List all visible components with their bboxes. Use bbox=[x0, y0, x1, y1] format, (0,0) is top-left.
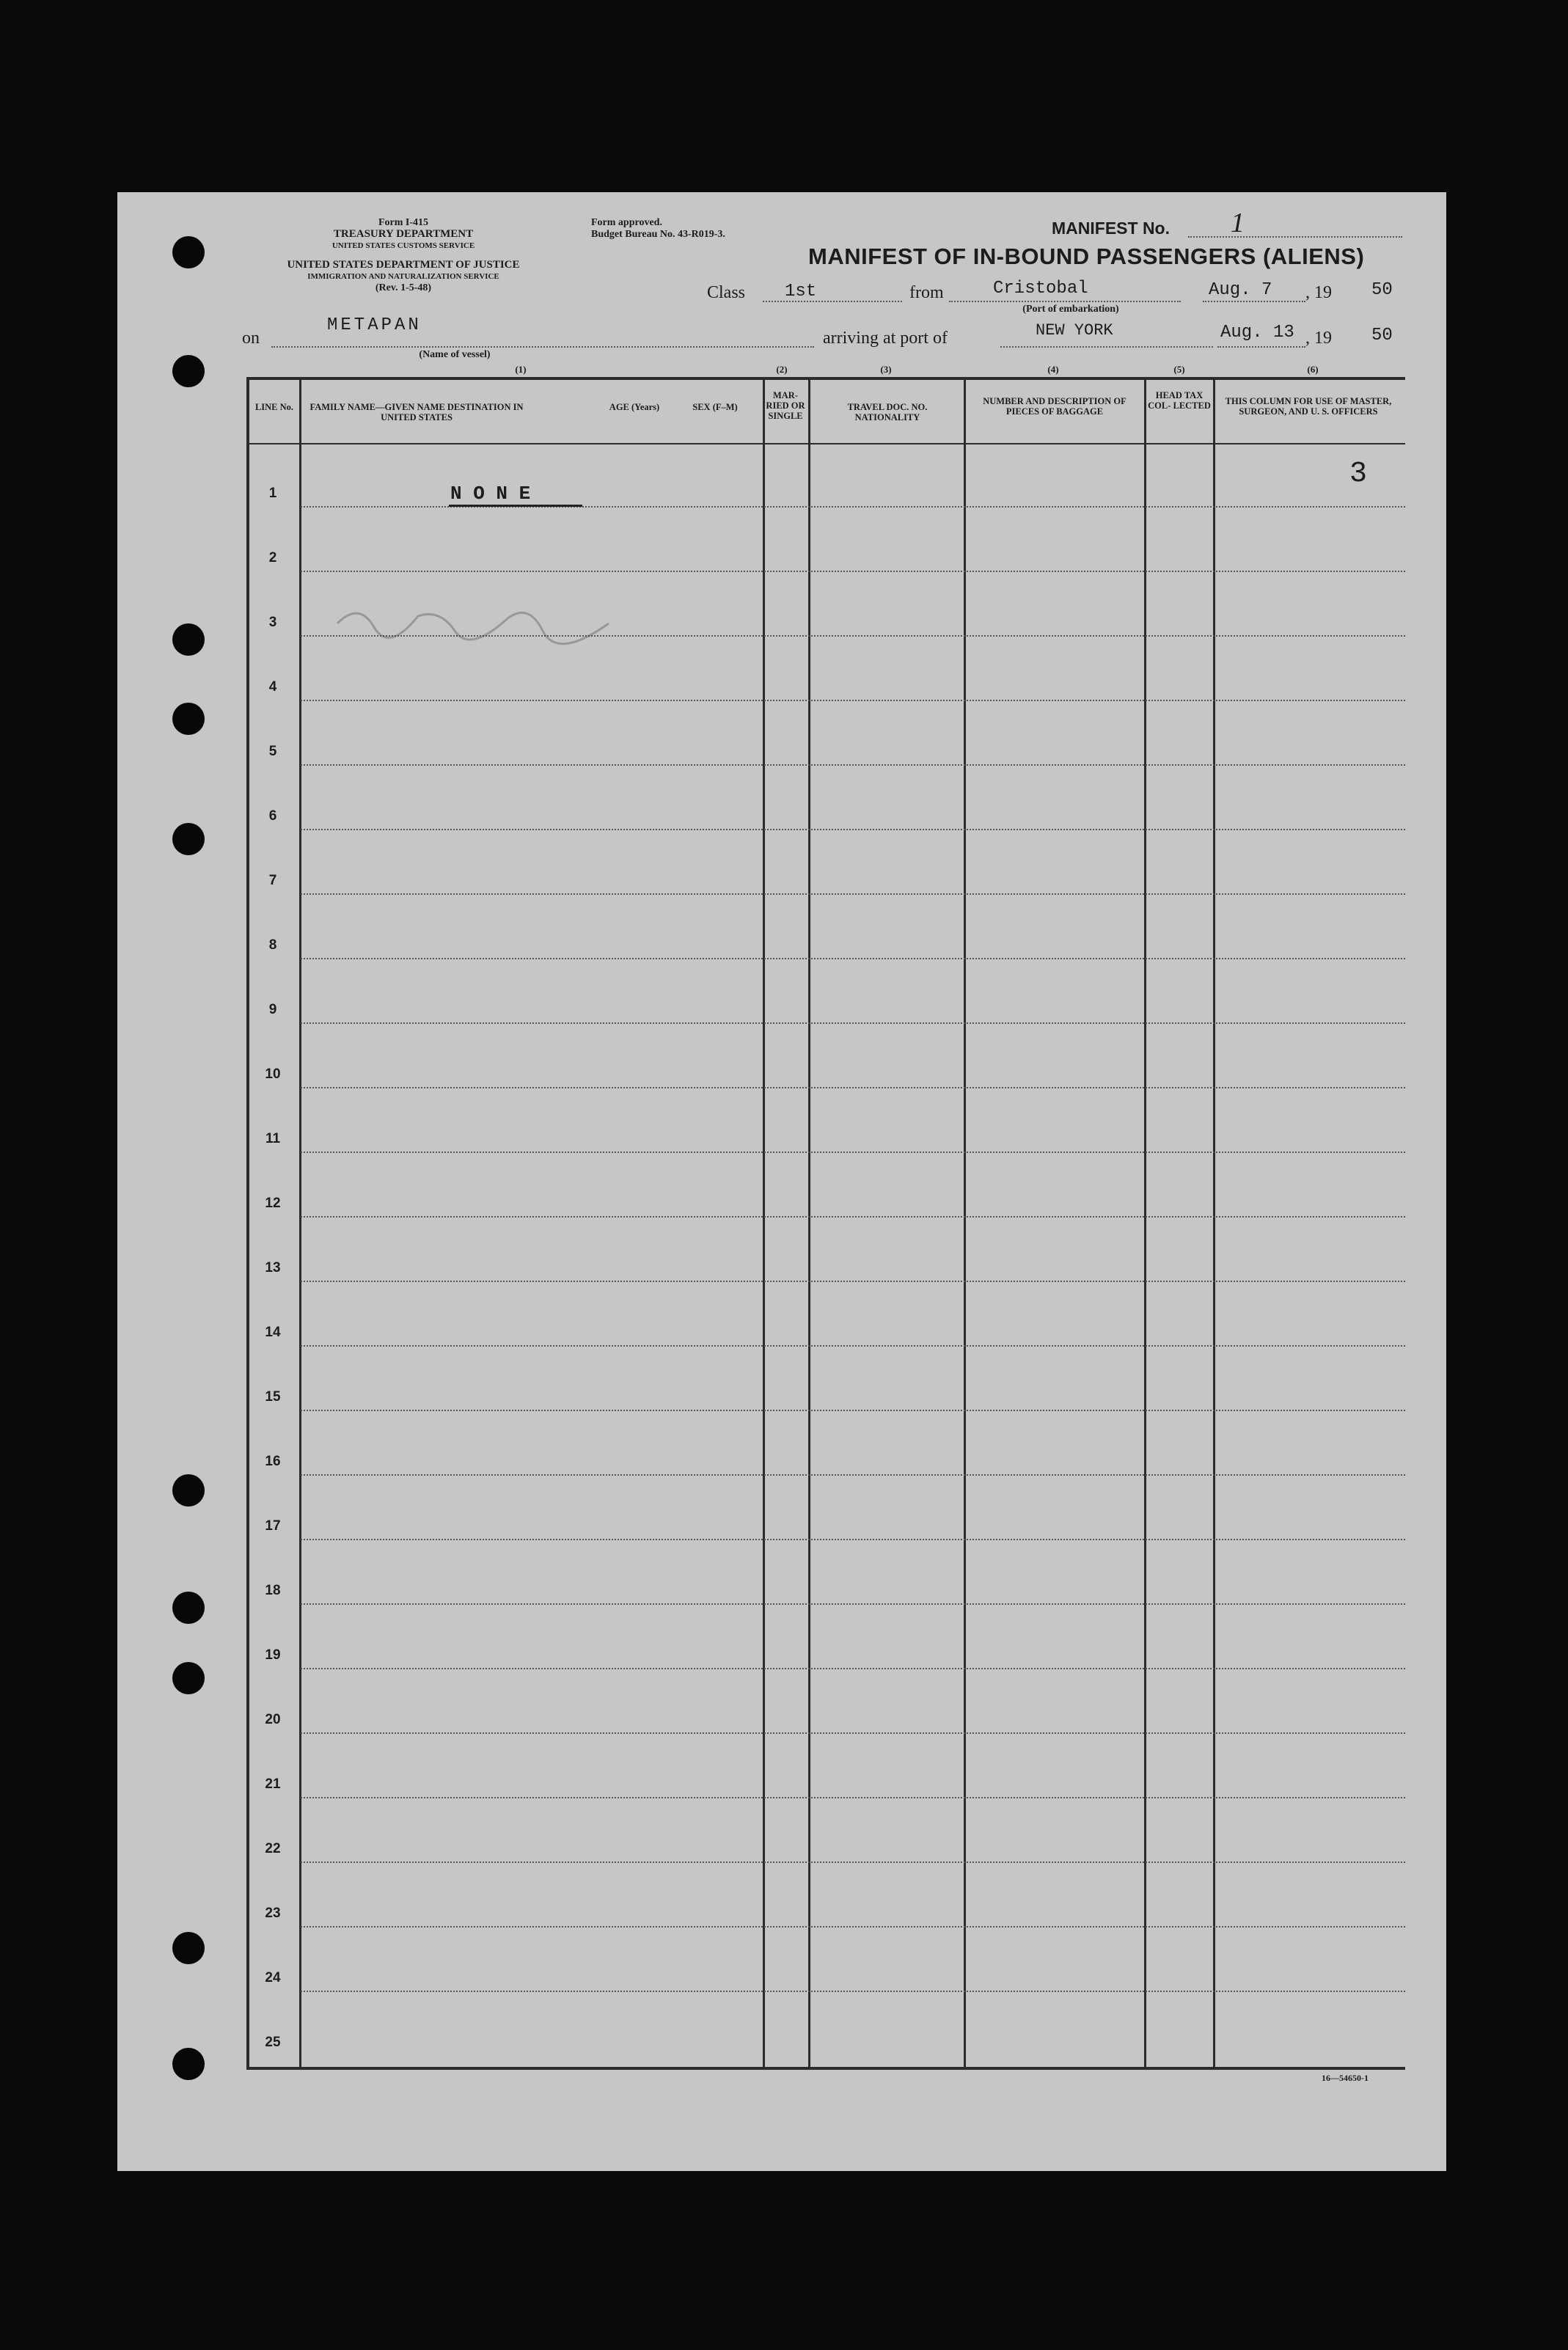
row-number: 17 bbox=[265, 1518, 281, 1534]
row-divider bbox=[301, 1281, 1405, 1282]
column-number: (2) bbox=[776, 364, 788, 375]
from-line bbox=[949, 301, 1181, 302]
col-divider bbox=[299, 377, 301, 2070]
row-number: 8 bbox=[268, 937, 277, 953]
col-divider bbox=[763, 377, 765, 2070]
col-divider bbox=[1213, 377, 1215, 2070]
column-number: (4) bbox=[1047, 364, 1059, 375]
none-underline bbox=[449, 505, 582, 507]
row-divider bbox=[301, 958, 1405, 959]
row-divider bbox=[301, 1087, 1405, 1088]
column-number: (5) bbox=[1173, 364, 1185, 375]
header-officers: THIS COLUMN FOR USE OF MASTER, SURGEON, AND U. S. OFFICERS bbox=[1225, 396, 1392, 417]
table-left-border bbox=[246, 377, 249, 2070]
row-divider bbox=[301, 571, 1405, 572]
on-label: on bbox=[242, 329, 260, 348]
row-number: 7 bbox=[268, 873, 277, 888]
row-divider bbox=[301, 1668, 1405, 1669]
header-married: MAR- RIED OR SINGLE bbox=[766, 390, 805, 421]
row-divider bbox=[301, 1152, 1405, 1153]
row-number: 5 bbox=[268, 744, 277, 759]
class-line bbox=[763, 301, 902, 302]
depart-date-line bbox=[1203, 301, 1305, 302]
table-bottom-border bbox=[246, 2067, 1405, 2070]
row-divider bbox=[301, 1216, 1405, 1218]
row-number: 13 bbox=[265, 1260, 281, 1275]
row-number: 20 bbox=[265, 1712, 281, 1727]
page-mark: 3 bbox=[1349, 458, 1368, 491]
row-divider bbox=[301, 1862, 1405, 1863]
column-number: (1) bbox=[515, 364, 527, 375]
row-divider bbox=[301, 1410, 1405, 1411]
row-divider bbox=[301, 764, 1405, 766]
row-number: 2 bbox=[268, 550, 277, 565]
row-number: 12 bbox=[265, 1196, 281, 1211]
manifest-page bbox=[117, 192, 1446, 2171]
row-number: 11 bbox=[265, 1131, 281, 1146]
embarkation-note: (Port of embarkation) bbox=[1022, 304, 1119, 315]
column-number: (3) bbox=[880, 364, 892, 375]
budget-bureau: Budget Bureau No. 43-R019-3. bbox=[591, 229, 725, 240]
row-divider bbox=[301, 1926, 1405, 1928]
manifest-number: 1 bbox=[1231, 208, 1245, 238]
row-number: 9 bbox=[268, 1002, 277, 1017]
punch-hole bbox=[172, 2048, 205, 2080]
row-number: 25 bbox=[265, 2035, 281, 2050]
arrival-date: Aug. 13 bbox=[1220, 323, 1294, 343]
arrival-year: 50 bbox=[1371, 326, 1393, 345]
punch-hole bbox=[172, 1592, 205, 1624]
punch-hole bbox=[172, 1932, 205, 1964]
punch-hole bbox=[172, 823, 205, 855]
row-divider bbox=[301, 1797, 1405, 1798]
depart-year-prefix: , 19 bbox=[1305, 283, 1332, 302]
header-name: FAMILY NAME—GIVEN NAME DESTINATION IN UNITED STATES bbox=[309, 402, 524, 422]
row-number: 22 bbox=[265, 1841, 281, 1856]
arrival-date-line bbox=[1217, 346, 1305, 348]
row-number: 21 bbox=[265, 1776, 281, 1792]
port-of-embarkation: Cristobal bbox=[993, 279, 1088, 299]
justice-department: UNITED STATES DEPARTMENT OF JUSTICE bbox=[287, 259, 520, 271]
punch-hole bbox=[172, 355, 205, 387]
column-number: (6) bbox=[1307, 364, 1319, 375]
class-label: Class bbox=[707, 283, 746, 302]
header-divider bbox=[246, 443, 1405, 444]
form-number: Form I-415 bbox=[378, 217, 429, 228]
class-value: 1st bbox=[785, 282, 817, 301]
header-age: AGE (Years) bbox=[609, 402, 660, 412]
arrival-port-line bbox=[1000, 346, 1213, 348]
arrival-year-prefix: , 19 bbox=[1305, 329, 1332, 348]
row-divider bbox=[301, 1732, 1405, 1734]
col-divider bbox=[1144, 377, 1146, 2070]
row-number: 6 bbox=[268, 808, 277, 824]
punch-hole bbox=[172, 703, 205, 735]
row-number: 15 bbox=[265, 1389, 281, 1405]
header-head-tax: HEAD TAX COL- LECTED bbox=[1148, 390, 1211, 411]
arriving-label: arriving at port of bbox=[823, 329, 948, 348]
departure-year: 50 bbox=[1371, 280, 1393, 300]
row-divider bbox=[301, 893, 1405, 895]
col-divider bbox=[964, 377, 966, 2070]
row-number: 19 bbox=[265, 1647, 281, 1663]
header-line-no: LINE No. bbox=[254, 402, 294, 412]
row-number: 10 bbox=[265, 1066, 281, 1082]
manifest-number-line bbox=[1188, 236, 1402, 238]
customs-service: UNITED STATES CUSTOMS SERVICE bbox=[331, 241, 475, 250]
header-travel-doc: TRAVEL DOC. NO. NATIONALITY bbox=[847, 402, 928, 422]
vessel-name: METAPAN bbox=[327, 315, 422, 335]
col-divider bbox=[808, 377, 810, 2070]
vessel-note: (Name of vessel) bbox=[419, 349, 491, 360]
manifest-title: MANIFEST OF IN-BOUND PASSENGERS (ALIENS) bbox=[808, 244, 1365, 269]
departure-date: Aug. 7 bbox=[1209, 280, 1272, 300]
none-entry: N O N E bbox=[450, 483, 531, 505]
form-approved: Form approved. bbox=[591, 217, 662, 228]
row-divider bbox=[301, 829, 1405, 830]
table-top-border bbox=[246, 377, 1405, 380]
row-divider bbox=[301, 1474, 1405, 1476]
punch-hole bbox=[172, 1474, 205, 1507]
row-number: 16 bbox=[265, 1454, 281, 1469]
footer-code: 16—54650-1 bbox=[1322, 2073, 1369, 2083]
row-number: 1 bbox=[268, 486, 277, 501]
row-divider bbox=[301, 1603, 1405, 1605]
arrival-port: NEW YORK bbox=[1036, 321, 1113, 340]
row-divider bbox=[301, 1539, 1405, 1540]
header-sex: SEX (F–M) bbox=[692, 402, 738, 412]
from-label: from bbox=[909, 283, 944, 302]
row-divider bbox=[301, 1345, 1405, 1347]
signature-bleed bbox=[330, 587, 638, 653]
punch-hole bbox=[172, 236, 205, 268]
row-number: 23 bbox=[265, 1906, 281, 1921]
row-divider bbox=[301, 700, 1405, 701]
vessel-line bbox=[271, 346, 814, 348]
manifest-number-label: MANIFEST No. bbox=[1052, 219, 1170, 238]
header-baggage: NUMBER AND DESCRIPTION OF PIECES OF BAGGAGE bbox=[983, 396, 1126, 417]
row-number: 3 bbox=[268, 615, 277, 630]
row-number: 4 bbox=[268, 679, 277, 695]
immigration-service: IMMIGRATION AND NATURALIZATION SERVICE bbox=[307, 272, 499, 281]
punch-hole bbox=[172, 1662, 205, 1694]
revision-date: (Rev. 1-5-48) bbox=[375, 282, 432, 293]
row-number: 24 bbox=[265, 1970, 281, 1985]
treasury-department: TREASURY DEPARTMENT bbox=[333, 228, 474, 240]
row-divider bbox=[301, 1991, 1405, 1992]
punch-hole bbox=[172, 623, 205, 656]
row-number: 18 bbox=[265, 1583, 281, 1598]
row-divider bbox=[301, 1022, 1405, 1024]
row-number: 14 bbox=[265, 1325, 281, 1340]
